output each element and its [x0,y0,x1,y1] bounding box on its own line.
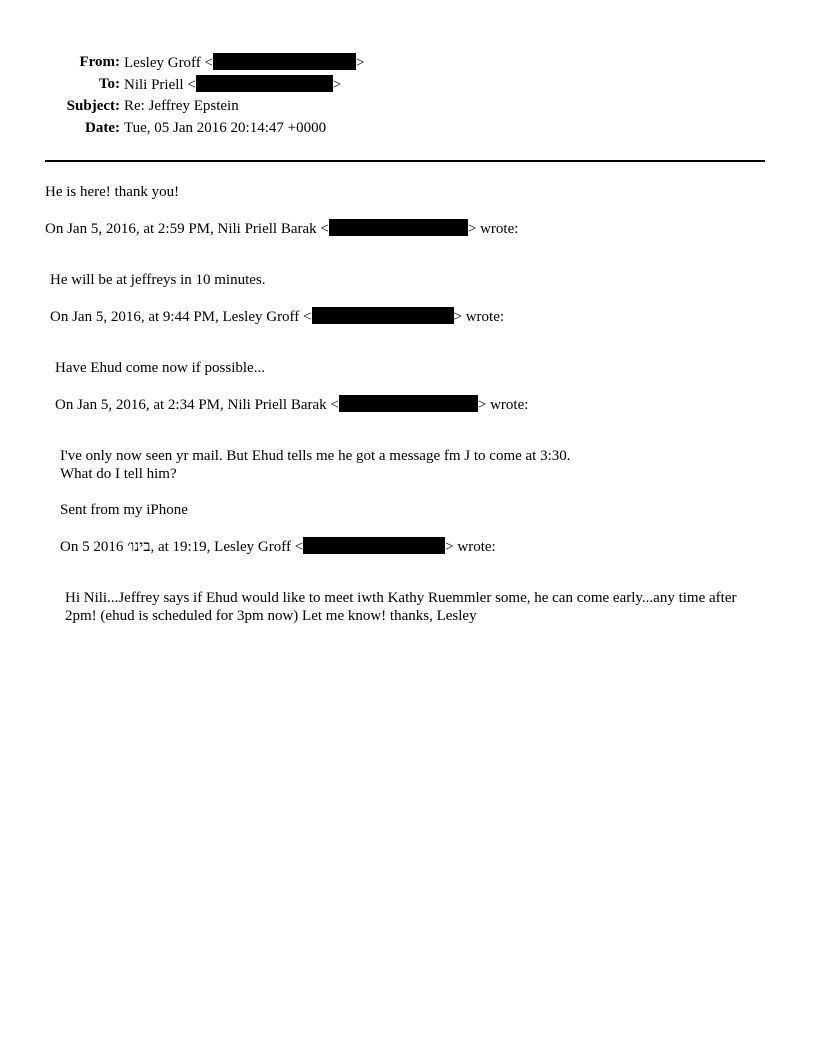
quote-header-suffix: > wrote: [477,397,529,413]
date-row [0,119,816,137]
quote-header-prefix: On 5 2016 [60,539,128,555]
quote-header-prefix: On Jan 5, 2016, at 2:34 PM, Nili Priell Barak < [55,397,339,413]
from-row [0,53,816,71]
message-1-body: He is here! thank you! [45,184,180,200]
date-value: Tue, 05 Jan 2016 20:14:47 +0000 [124,120,327,136]
message-4-signature: Sent from my iPhone [60,502,188,518]
to-label: To: [98,76,120,92]
message-2-quote-header [50,307,504,326]
from-label: From: [79,54,120,70]
date-label: Date: [85,120,120,136]
quote-header-prefix: On Jan 5, 2016, at 9:44 PM, Lesley Groff < [50,309,312,325]
redaction-box [213,53,356,70]
message-4-body-line-2: What do I tell him? [60,466,177,482]
quote-header-prefix: On Jan 5, 2016, at 2:59 PM, Nili Priell Barak < [45,221,329,237]
quote-header-hebrew-month: בינו׳ [127,539,151,555]
subject-row [0,97,816,115]
subject-label: Subject: [66,98,120,114]
to-row [0,75,816,93]
redaction-box [312,307,454,324]
from-close: > [356,55,365,71]
message-2-body: He will be at jeffreys in 10 minutes. [50,272,266,288]
from-name: Lesley Groff < [124,55,213,71]
from-value [124,53,364,72]
message-3-body: Have Ehud come now if possible... [55,360,265,376]
to-close: > [332,77,342,93]
message-4-body-line-1: I've only now seen yr mail. But Ehud tells me he got a message fm J to come at 3:30. [60,448,571,464]
to-name: Nili Priell < [124,77,196,93]
quote-header-suffix: > wrote: [467,221,519,237]
message-5-body: Hi Nili...Jeffrey says if Ehud would like to meet iwth Kathy Ruemmler some, he can come early...any time after 2pm! (ehud is scheduled for 3pm now) Let me know! thanks, Lesley [65,590,737,624]
redaction-box [329,219,468,236]
quote-header-suffix: > wrote: [453,309,505,325]
header-divider [45,160,765,162]
quote-header-suffix: > wrote: [445,539,496,555]
message-1-quote-header [45,219,518,238]
redaction-box [196,75,333,92]
redaction-box [339,395,478,412]
quote-header-middle: , at 19:19, Lesley Groff < [150,539,304,555]
to-value [124,75,341,94]
subject-value: Re: Jeffrey Epstein [124,98,239,114]
message-3-quote-header [55,395,528,414]
redaction-box [303,537,445,554]
message-4-quote-header [60,537,496,556]
